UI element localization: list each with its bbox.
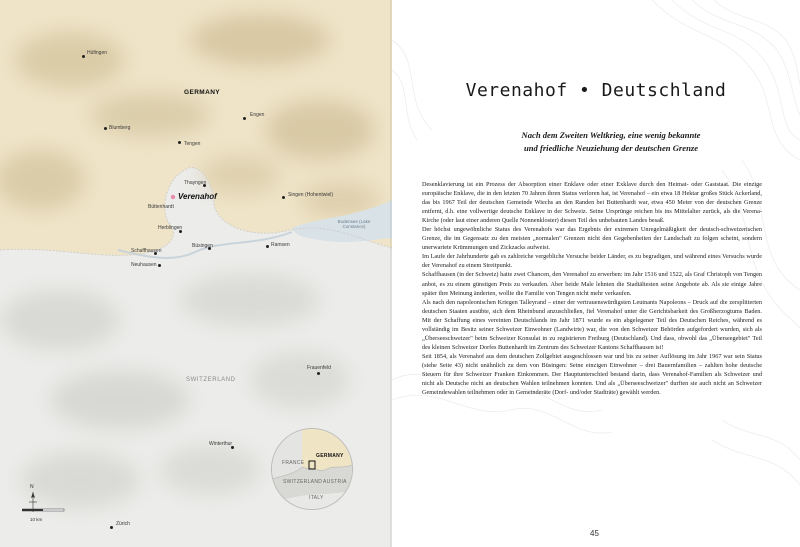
locator-inset-map xyxy=(271,428,353,510)
article-body xyxy=(422,180,762,397)
body-paragraph: Im Laufe der Jahrhunderte gab es zahlreiche vergebliche Versuche beider Länder, es zu begradigen, und während eines Versuchs wurde der Verenahof zu einem Streitpunkt. xyxy=(422,253,762,270)
country-label-germany: GERMANY xyxy=(184,89,221,96)
map-page xyxy=(0,0,392,547)
body-paragraph: Als nach den napoleonischen Kriegen Talleyrand – einer der vertrauenswürdigsten Leutnants Napoleons – Druck auf die zersplitterten deutschen Staaten ausübte, sich dem Rheinbund anzuschließen, fiel Verenahof unter die Gerichtsbarkeit des Großherzogtums Baden. Mit der Schaffung eines vereinten Deutschlands im Jahr 1871 wurde es ein abgelegener Teil des Deutschen Reiches, während es vollständig im Besitz seiner Schweizer Einwohner (Landwirte) war, die von den Schweizer Behörden aufgefordert wurden, sich als „Überseeschweizer" beim Schweizer Konsulat in zu registrieren Freiburg (Deutschland). Und dass, obwohl das „Überseegebiet" Teil des kleinen Schweizer Dorfes Buttenhardt im Zentrum des Schweizer Kantons Schaffhausen ist! xyxy=(422,298,762,351)
place-label-ramsen: Ramsen xyxy=(271,242,290,248)
inset-label-france: FRANCE xyxy=(282,460,305,466)
scale-bar xyxy=(22,508,66,514)
place-label-tengen: Tengen xyxy=(184,141,201,147)
place-marker xyxy=(243,117,246,120)
place-marker xyxy=(110,526,113,529)
article-title: Verenahof • Deutschland xyxy=(465,80,727,101)
north-label: N xyxy=(30,484,34,490)
place-label-neuhausen: Neuhausen xyxy=(131,262,157,268)
body-paragraph: Schaffhausen (in der Schweiz) hatte zwei Chancen, den Verenahof zu erwerben: im Jahr 1516 und 1522, als Graf Christoph von Tengen anbot, es zu einem günstigen Preis zu verkaufen. Aber beide Male lehnten die Stadtältesten seine Angebote ab. Als sie einige Jahre später ihre Meinung änderten, wollte die Familie von Tengen nicht mehr verkaufen. xyxy=(422,271,762,297)
text-page xyxy=(392,0,800,547)
body-paragraph: Desenklavierung ist ein Prozess der Absorption einer Enklave oder einer Exklave durch den Heimat- oder Gaststaat. Die einzige europäische Enklave, die in den letzten 70 Jahren ihren Status verloren hat, ist Verenahof – ein etwa 18 Hektar großes Stück Ackerland, das bis 1967 Teil der deutschen Gemeinde Wiechs an den Randen bei Buttenhardt war, etwa 450 Meter von der deutschen Grenze entfernt, d.h. eine vollwertige deutsche Enklave in der Schweiz. Seine Ursprünge reichen bis ins Mittelalter zurück, als die Verena-Kirche (oder laut einer anderen Quelle Nonnenkloster) diesen Teil des unbebauten Landes besaß. xyxy=(422,181,762,225)
page-number: 45 xyxy=(590,529,599,538)
inset-label-italy: ITALY xyxy=(309,495,324,501)
place-marker xyxy=(82,55,85,58)
place-label-buttenhardt: Büttenhardt xyxy=(148,204,174,210)
article-subtitle xyxy=(462,129,760,155)
place-label-winterthur: Winterthur xyxy=(209,441,233,447)
place-label-thayngen: Thayngen xyxy=(184,180,207,186)
inset-label-austria: AUSTRIA xyxy=(323,479,347,485)
place-label-singen: Singen (Hohentwiel) xyxy=(288,192,334,198)
place-label-zurich: Zürich xyxy=(116,521,130,527)
place-label-engen: Engen xyxy=(250,112,265,118)
place-marker xyxy=(282,196,285,199)
place-label-herblingen: Herblingen xyxy=(158,225,183,231)
body-paragraph: Der höchst ungewöhnliche Status des Verenahofs war das Ergebnis der extremen Unregelmäßigkeit der deutsch-schweizerischen Grenze, die im Gegensatz zu den meisten „normalen" Grenzen nicht den Gegebenheiten der Landschaft zu folgen scheint, sondern unerwartete Krümmungen und Zickzacks aufweist. xyxy=(422,226,762,252)
place-label-busingen: Büsingen xyxy=(192,243,213,249)
place-label-blumberg: Blumberg xyxy=(109,125,131,131)
subtitle-line: und friedliche Neuziehung der deutschen Grenze xyxy=(523,143,699,153)
place-marker xyxy=(317,372,320,375)
body-paragraph: Seit 1854, als Verenahof aus dem deutschen Zollgebiet ausgeschlossen war und bis zu seiner Auflösung im Jahr 1967 war sein Status (siehe Seite 43) nicht unähnlich zu dem von Büsingen: Seine einzigen Einwohner – drei Bauernfamilien – zahlten hohe deutsche Steuern für ihre Schweizer Franken Einkommen. Der Hauptunterschied bestand darin, dass Verenahof-Familien als Schweizer und nicht als Deutsche nicht an deutschen Wahlen teilnehmen konnten. Und als „Überseeschweizer" durften sie auch nicht an Schweizer Gemeindewahlen teilnehmen oder in Gemeinderäte (Dorf- und/oder Stadträte) gewählt werden. xyxy=(422,352,762,397)
inset-label-germany: GERMANY xyxy=(316,453,344,459)
place-marker xyxy=(178,141,181,144)
scale-label: 10 km xyxy=(30,517,43,522)
place-label-hufingen: Hüfingen xyxy=(87,50,108,56)
place-label-verenahof: Verenahof xyxy=(178,192,217,201)
place-marker xyxy=(158,264,161,267)
place-marker xyxy=(104,127,107,130)
place-marker xyxy=(266,245,269,248)
lake-label: Bodensee (Lake Constance) xyxy=(337,219,371,229)
place-label-frauenfeld: Frauenfeld xyxy=(307,365,331,371)
place-label-schaffhausen: Schaffhausen xyxy=(131,248,162,254)
inset-label-switzerland: SWITZERLAND xyxy=(283,479,323,485)
country-label-switzerland: SWITZERLAND xyxy=(186,377,236,383)
subtitle-line: Nach dem Zweiten Weltkrieg, eine wenig bekannte xyxy=(521,130,701,140)
